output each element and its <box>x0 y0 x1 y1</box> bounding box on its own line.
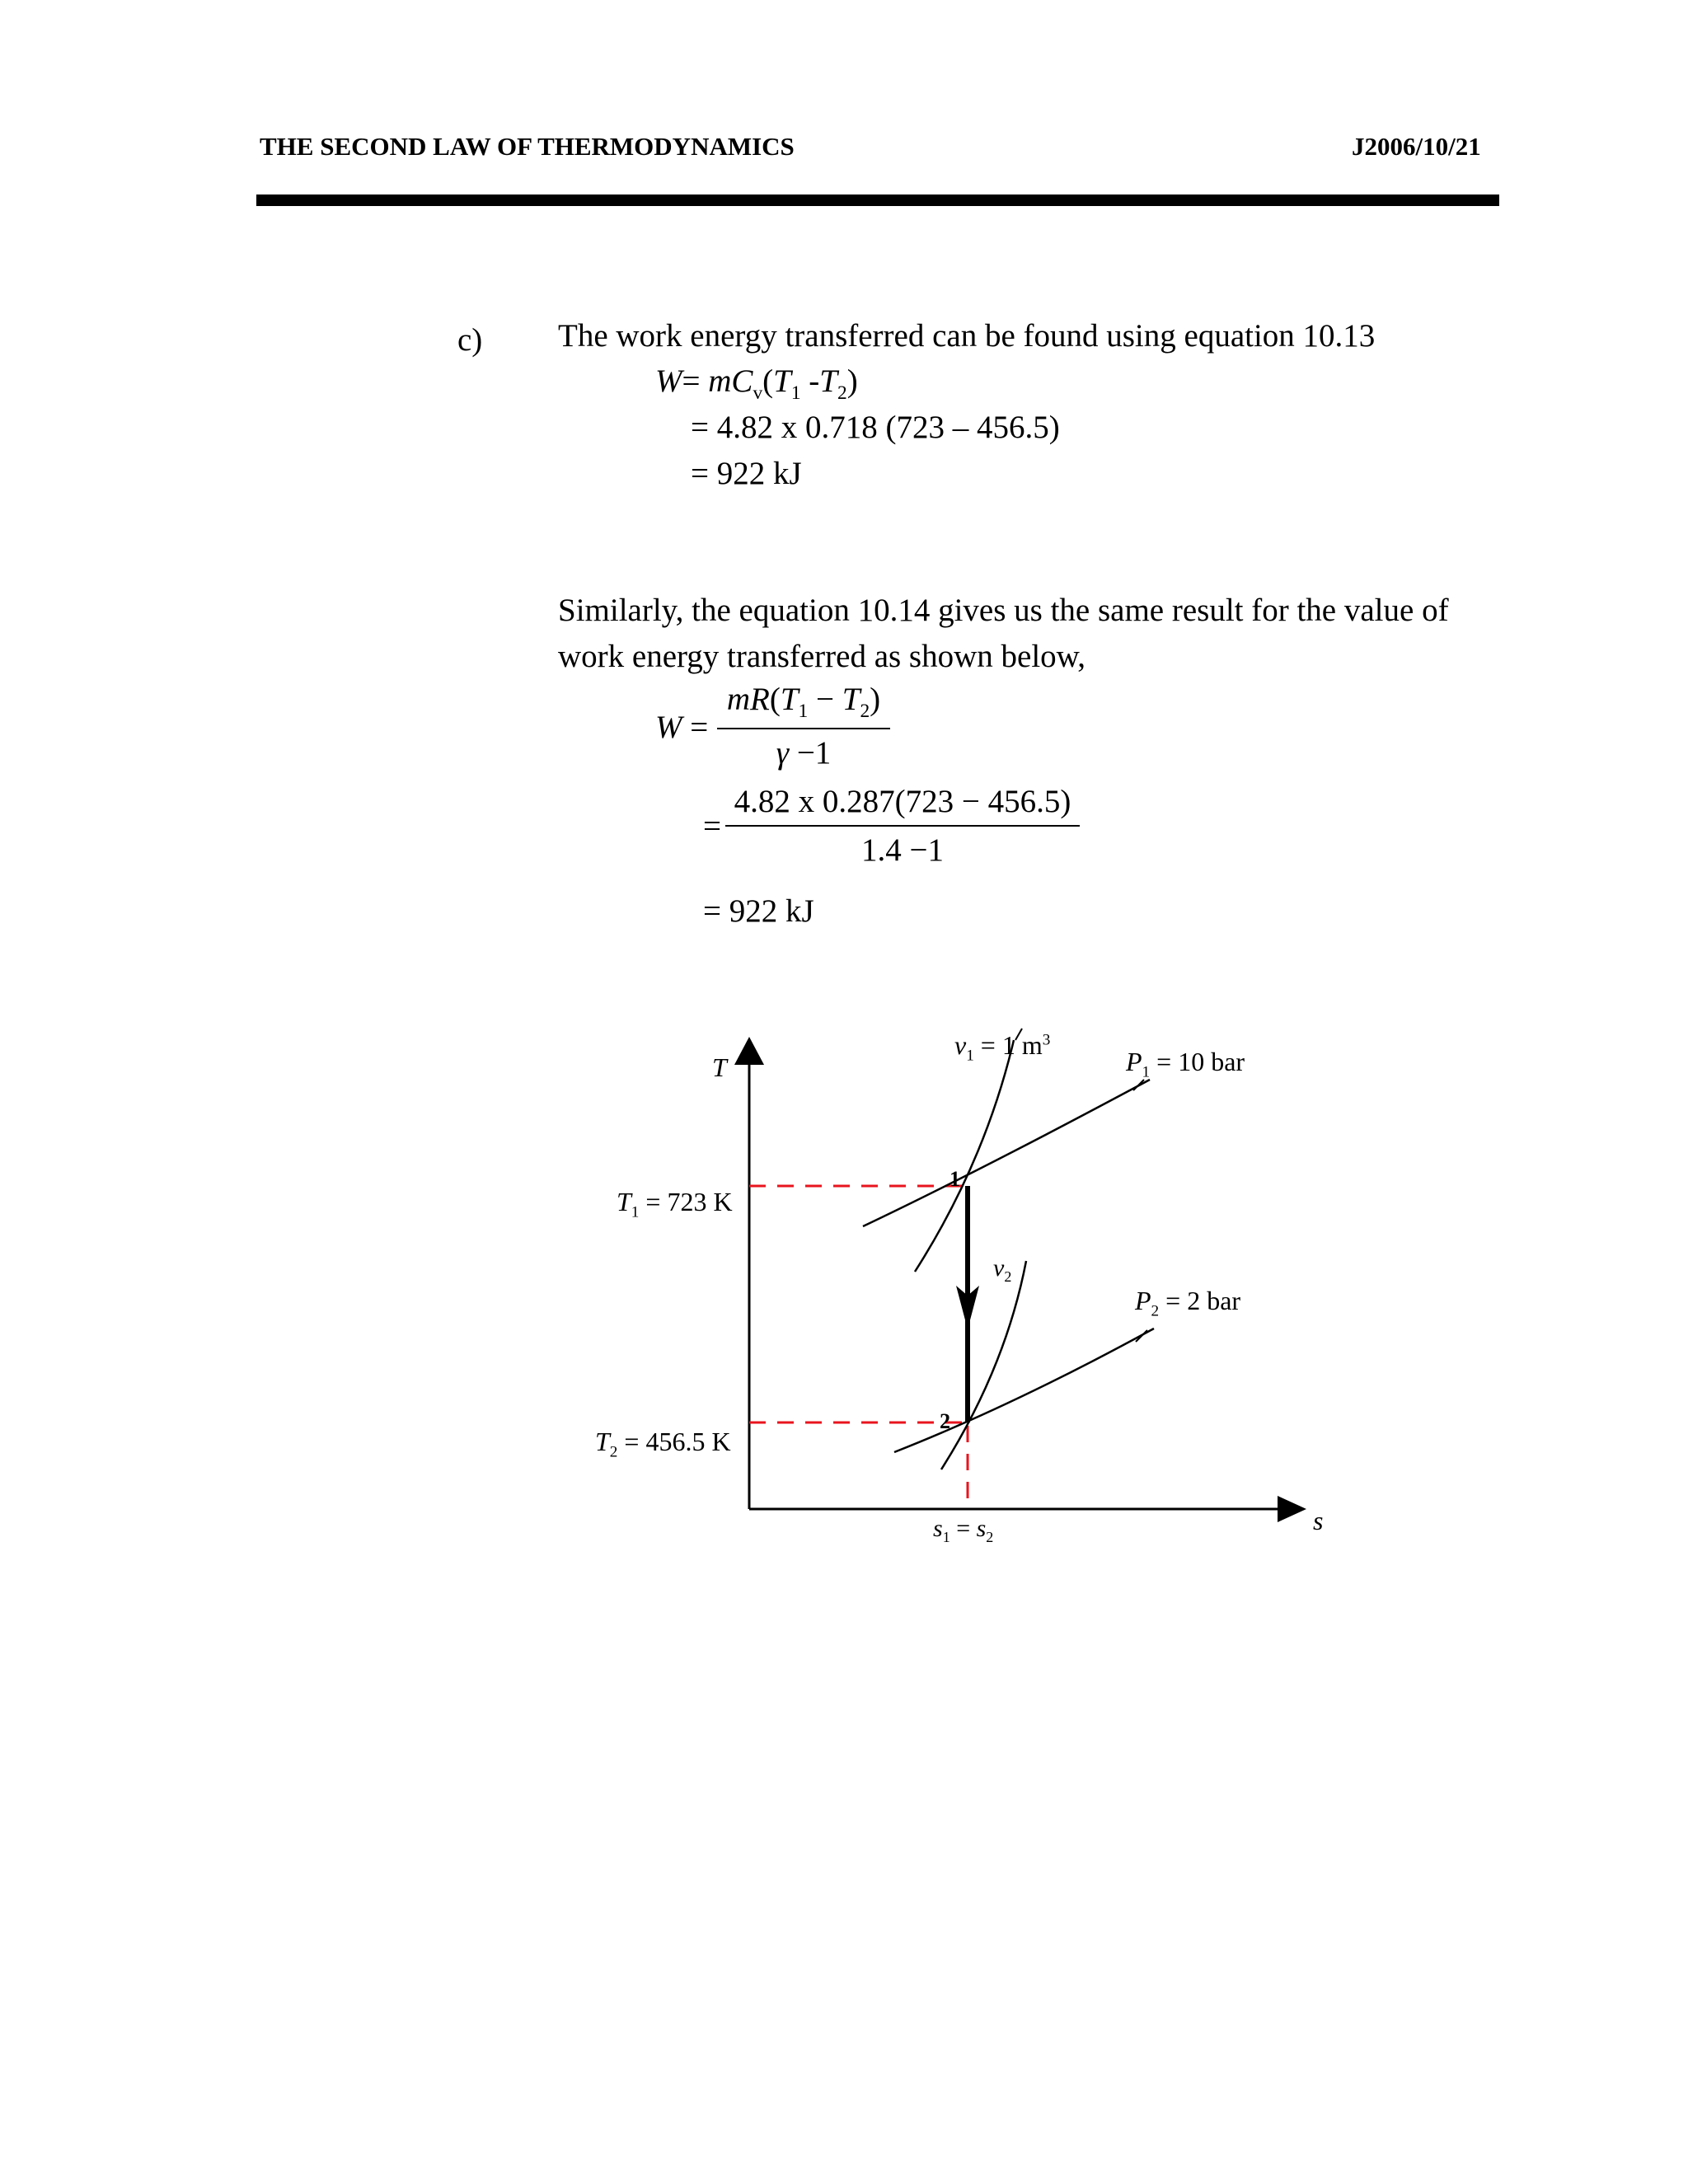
eq2-equals: = <box>703 808 721 844</box>
eq2-denominator-2: 1.4 −1 <box>861 832 944 868</box>
p1-isobar <box>863 1080 1150 1226</box>
p1-label: $P_1 = 10$ bar <box>1126 1047 1245 1081</box>
header-page-ref: J2006/10/21 <box>1352 132 1481 161</box>
eq1-line3: = 922 kJ <box>691 456 802 491</box>
eq2-numerator-2: 4.82 x 0.287(723 − 456.5) <box>725 783 1080 827</box>
state-1-label: 1 <box>950 1167 960 1191</box>
p2-leader <box>1136 1330 1147 1342</box>
eq1-line1: $W= mC_v(T_1$ $-T_2$) <box>655 363 858 404</box>
p2-label: $P_2 = 2$ bar <box>1135 1286 1241 1320</box>
state-2-label: 2 <box>940 1409 950 1433</box>
v2-isochore <box>941 1261 1026 1469</box>
v1-label: $v_1 = 1$ $m^3$ <box>954 1030 1051 1065</box>
eq1-line2: = 4.82 x 0.718 (723 – 456.5) <box>691 410 1060 445</box>
header-title: THE SECOND LAW OF THERMODYNAMICS <box>260 132 795 161</box>
para2-line1: Similarly, the equation 10.14 gives us the same result for the value of <box>558 593 1449 628</box>
para2-line2: work energy transferred as shown below, <box>558 639 1086 674</box>
eq2-lhs: W = <box>655 710 709 745</box>
v1-isochore <box>915 1040 1014 1272</box>
part-label: c) <box>457 322 483 358</box>
intro-text: The work energy transferred can be found using equation 10.13 <box>558 318 1376 354</box>
t1-label: $T_1 = 723$ K <box>617 1187 733 1221</box>
t2-label: $T_2 = 456.5$ K <box>595 1427 731 1461</box>
p2-isobar <box>894 1329 1154 1452</box>
s-axis-label: s <box>1313 1506 1324 1535</box>
s-axis-arrow <box>1278 1496 1306 1522</box>
s-label: $s_1 = s_2$ <box>933 1515 994 1545</box>
v2-label: $v_2$ <box>993 1254 1012 1285</box>
t-axis-arrow <box>734 1037 764 1065</box>
eq2-result: = 922 kJ <box>703 893 814 929</box>
t-axis-label: T <box>712 1052 727 1082</box>
eq1-lhs: W <box>655 363 682 399</box>
eq2-fraction-1: $\frac{mR(T_1 - T_2)}{\gamma -1}$ <box>717 681 890 771</box>
